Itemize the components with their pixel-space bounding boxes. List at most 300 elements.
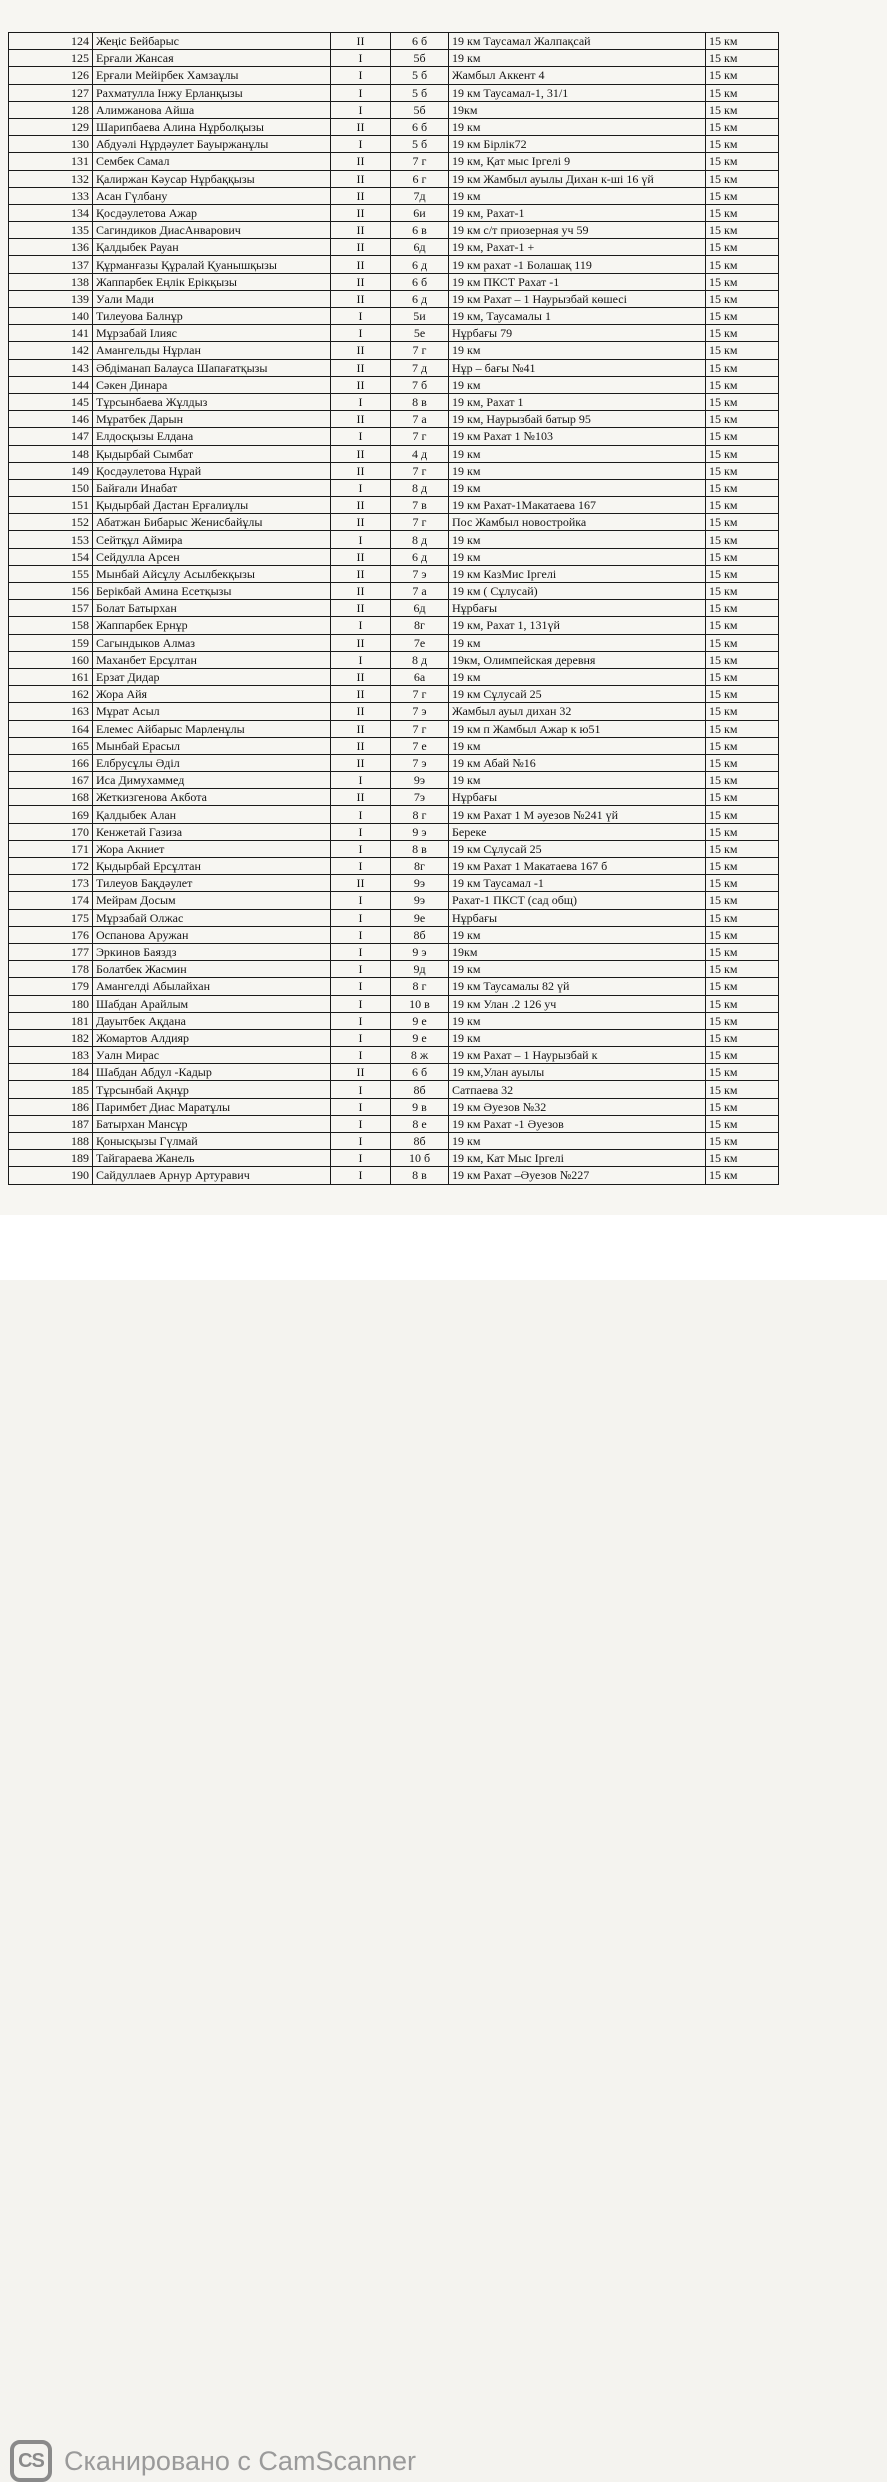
student-name-cell: Мұрат Асыл xyxy=(93,703,331,720)
distance-cell: 15 км xyxy=(706,136,779,153)
student-name-cell: Жора Акниет xyxy=(93,840,331,857)
shift-cell: I xyxy=(331,428,391,445)
class-cell: 6 д xyxy=(391,548,449,565)
row-number-cell: 176 xyxy=(9,926,93,943)
address-cell: 19 км Абай №16 xyxy=(449,754,706,771)
distance-cell: 15 км xyxy=(706,617,779,634)
distance-cell: 15 км xyxy=(706,462,779,479)
class-cell: 9 е xyxy=(391,1012,449,1029)
row-number-cell: 158 xyxy=(9,617,93,634)
table-row xyxy=(9,686,779,703)
table-row xyxy=(9,617,779,634)
address-cell: 19 км Рахат 1 М әуезов №241 үй xyxy=(449,806,706,823)
student-name-cell: Батырхан Мансұр xyxy=(93,1115,331,1132)
row-number-cell: 187 xyxy=(9,1115,93,1132)
student-name-cell: Елемес Айбарыс Марленұлы xyxy=(93,720,331,737)
distance-cell: 15 км xyxy=(706,187,779,204)
shift-cell: I xyxy=(331,1167,391,1184)
shift-cell: II xyxy=(331,170,391,187)
shift-cell: II xyxy=(331,256,391,273)
table-row xyxy=(9,342,779,359)
table-row xyxy=(9,772,779,789)
row-number-cell: 161 xyxy=(9,668,93,685)
table-row xyxy=(9,1150,779,1167)
distance-cell: 15 км xyxy=(706,479,779,496)
row-number-cell: 155 xyxy=(9,565,93,582)
row-number-cell: 133 xyxy=(9,187,93,204)
class-cell: 9э xyxy=(391,875,449,892)
shift-cell: I xyxy=(331,840,391,857)
shift-cell: I xyxy=(331,961,391,978)
row-number-cell: 142 xyxy=(9,342,93,359)
address-cell: 19 км Сұлусай 25 xyxy=(449,840,706,857)
shift-cell: I xyxy=(331,1047,391,1064)
shift-cell: I xyxy=(331,909,391,926)
distance-cell: 15 км xyxy=(706,703,779,720)
distance-cell: 15 км xyxy=(706,514,779,531)
distance-cell: 15 км xyxy=(706,50,779,67)
row-number-cell: 132 xyxy=(9,170,93,187)
student-name-cell: Мұратбек Дарын xyxy=(93,411,331,428)
class-cell: 7д xyxy=(391,187,449,204)
table-row xyxy=(9,153,779,170)
class-cell: 7 г xyxy=(391,153,449,170)
address-cell: 19 км xyxy=(449,342,706,359)
class-cell: 6 д xyxy=(391,256,449,273)
shift-cell: II xyxy=(331,514,391,531)
student-name-cell: Жеңіс Бейбарыс xyxy=(93,33,331,50)
distance-cell: 15 км xyxy=(706,445,779,462)
student-name-cell: Тұрсынбаева Жұлдыз xyxy=(93,393,331,410)
student-name-cell: Оспанова Аружан xyxy=(93,926,331,943)
class-cell: 9д xyxy=(391,961,449,978)
student-name-cell: Байғали Инабат xyxy=(93,479,331,496)
address-cell: 19 км xyxy=(449,634,706,651)
class-cell: 8 д xyxy=(391,651,449,668)
row-number-cell: 126 xyxy=(9,67,93,84)
student-name-cell: Мұрзабай Ілияс xyxy=(93,325,331,342)
table-row xyxy=(9,565,779,582)
class-cell: 7 а xyxy=(391,411,449,428)
table-row xyxy=(9,479,779,496)
shift-cell: I xyxy=(331,1133,391,1150)
shift-cell: I xyxy=(331,943,391,960)
shift-cell: I xyxy=(331,1012,391,1029)
class-cell: 7 э xyxy=(391,565,449,582)
address-cell: 19 км, Таусамалы 1 xyxy=(449,308,706,325)
class-cell: 9 э xyxy=(391,823,449,840)
class-cell: 7 г xyxy=(391,514,449,531)
address-cell: 19 км xyxy=(449,1012,706,1029)
class-cell: 8 г xyxy=(391,806,449,823)
address-cell: 19 км, Рахат-1 + xyxy=(449,239,706,256)
address-cell: 19 км xyxy=(449,531,706,548)
scanned-page xyxy=(0,0,887,1215)
student-name-cell: Амангелді Абылайхан xyxy=(93,978,331,995)
address-cell: 19 км Рахат-1Макатаева 167 xyxy=(449,497,706,514)
table-row xyxy=(9,943,779,960)
table-row xyxy=(9,1029,779,1046)
distance-cell: 15 км xyxy=(706,393,779,410)
student-name-cell: Елбрусұлы Әділ xyxy=(93,754,331,771)
row-number-cell: 181 xyxy=(9,1012,93,1029)
address-cell: 19 км ПКСТ Рахат -1 xyxy=(449,273,706,290)
address-cell: Нұрбағы xyxy=(449,909,706,926)
table-row xyxy=(9,187,779,204)
distance-cell: 15 км xyxy=(706,1012,779,1029)
distance-cell: 15 км xyxy=(706,772,779,789)
address-cell: 19км, Олимпейская деревня xyxy=(449,651,706,668)
table-row xyxy=(9,359,779,376)
distance-cell: 15 км xyxy=(706,204,779,221)
shift-cell: II xyxy=(331,290,391,307)
row-number-cell: 125 xyxy=(9,50,93,67)
row-number-cell: 173 xyxy=(9,875,93,892)
distance-cell: 15 км xyxy=(706,548,779,565)
shift-cell: II xyxy=(331,462,391,479)
shift-cell: I xyxy=(331,1098,391,1115)
student-name-cell: Ерзат Дидар xyxy=(93,668,331,685)
table-row xyxy=(9,720,779,737)
student-name-cell: Елдосқызы Елдана xyxy=(93,428,331,445)
student-name-cell: Қыдырбай Ерсұлтан xyxy=(93,858,331,875)
shift-cell: I xyxy=(331,1081,391,1098)
distance-cell: 15 км xyxy=(706,256,779,273)
row-number-cell: 190 xyxy=(9,1167,93,1184)
class-cell: 5и xyxy=(391,308,449,325)
table-row xyxy=(9,239,779,256)
row-number-cell: 137 xyxy=(9,256,93,273)
table-row xyxy=(9,978,779,995)
address-cell: 19 км xyxy=(449,50,706,67)
class-cell: 5 б xyxy=(391,136,449,153)
row-number-cell: 129 xyxy=(9,118,93,135)
row-number-cell: 131 xyxy=(9,153,93,170)
shift-cell: I xyxy=(331,617,391,634)
student-name-cell: Сейдулла Арсен xyxy=(93,548,331,565)
class-cell: 8 в xyxy=(391,840,449,857)
table-row xyxy=(9,858,779,875)
student-name-cell: Мейрам Досым xyxy=(93,892,331,909)
class-cell: 5б xyxy=(391,50,449,67)
address-cell: 19 км Сұлусай 25 xyxy=(449,686,706,703)
distance-cell: 15 км xyxy=(706,1047,779,1064)
shift-cell: II xyxy=(331,875,391,892)
row-number-cell: 165 xyxy=(9,737,93,754)
shift-cell: II xyxy=(331,359,391,376)
class-cell: 9е xyxy=(391,909,449,926)
shift-cell: II xyxy=(331,720,391,737)
shift-cell: II xyxy=(331,153,391,170)
shift-cell: II xyxy=(331,703,391,720)
address-cell: 19 км ( Сұлусай) xyxy=(449,583,706,600)
shift-cell: II xyxy=(331,497,391,514)
shift-cell: I xyxy=(331,101,391,118)
class-cell: 8 ж xyxy=(391,1047,449,1064)
student-name-cell: Қалиржан Кәусар Нұрбаққызы xyxy=(93,170,331,187)
address-cell: Рахат-1 ПКСТ (сад общ) xyxy=(449,892,706,909)
address-cell: Сатпаева 32 xyxy=(449,1081,706,1098)
table-row xyxy=(9,1012,779,1029)
address-cell: 19 км Улан .2 126 уч xyxy=(449,995,706,1012)
row-number-cell: 163 xyxy=(9,703,93,720)
row-number-cell: 150 xyxy=(9,479,93,496)
class-cell: 6 в xyxy=(391,222,449,239)
shift-cell: I xyxy=(331,892,391,909)
student-name-cell: Қонысқызы Гүлмай xyxy=(93,1133,331,1150)
class-cell: 9э xyxy=(391,772,449,789)
table-row xyxy=(9,1081,779,1098)
table-row xyxy=(9,892,779,909)
row-number-cell: 185 xyxy=(9,1081,93,1098)
shift-cell: I xyxy=(331,978,391,995)
table-row xyxy=(9,995,779,1012)
class-cell: 5б xyxy=(391,101,449,118)
distance-cell: 15 км xyxy=(706,290,779,307)
row-number-cell: 149 xyxy=(9,462,93,479)
table-row xyxy=(9,1115,779,1132)
class-cell: 7 г xyxy=(391,342,449,359)
student-name-cell: Алимжанова Айша xyxy=(93,101,331,118)
shift-cell: II xyxy=(331,686,391,703)
shift-cell: II xyxy=(331,600,391,617)
address-cell: 19 км Таусамал-1, 31/1 xyxy=(449,84,706,101)
row-number-cell: 135 xyxy=(9,222,93,239)
shift-cell: II xyxy=(331,342,391,359)
student-name-cell: Мынбай Ерасыл xyxy=(93,737,331,754)
distance-cell: 15 км xyxy=(706,651,779,668)
distance-cell: 15 км xyxy=(706,222,779,239)
distance-cell: 15 км xyxy=(706,1150,779,1167)
shift-cell: I xyxy=(331,67,391,84)
distance-cell: 15 км xyxy=(706,737,779,754)
row-number-cell: 130 xyxy=(9,136,93,153)
student-name-cell: Мынбай Айсұлу Асылбекқызы xyxy=(93,565,331,582)
shift-cell: I xyxy=(331,772,391,789)
student-name-cell: Иса Димухаммед xyxy=(93,772,331,789)
table-row xyxy=(9,118,779,135)
shift-cell: II xyxy=(331,204,391,221)
table-row xyxy=(9,600,779,617)
address-cell: 19 км, Қат мыс Іргелі 9 xyxy=(449,153,706,170)
distance-cell: 15 км xyxy=(706,840,779,857)
class-cell: 8г xyxy=(391,858,449,875)
table-row xyxy=(9,789,779,806)
address-cell: 19 км xyxy=(449,376,706,393)
table-row xyxy=(9,806,779,823)
address-cell: 19 км Бірлік72 xyxy=(449,136,706,153)
shift-cell: II xyxy=(331,411,391,428)
class-cell: 8б xyxy=(391,1133,449,1150)
table-row xyxy=(9,1064,779,1081)
table-row xyxy=(9,651,779,668)
row-number-cell: 174 xyxy=(9,892,93,909)
student-name-cell: Қосдәулетова Ажар xyxy=(93,204,331,221)
distance-cell: 15 км xyxy=(706,875,779,892)
distance-cell: 15 км xyxy=(706,754,779,771)
distance-cell: 15 км xyxy=(706,686,779,703)
shift-cell: II xyxy=(331,737,391,754)
row-number-cell: 188 xyxy=(9,1133,93,1150)
distance-cell: 15 км xyxy=(706,565,779,582)
address-cell: 19 км xyxy=(449,772,706,789)
student-name-cell: Әбдіманап Балауса Шапағатқызы xyxy=(93,359,331,376)
row-number-cell: 178 xyxy=(9,961,93,978)
shift-cell: I xyxy=(331,1029,391,1046)
address-cell: 19 км xyxy=(449,668,706,685)
student-name-cell: Жаппарбек Еңлік Ерікқызы xyxy=(93,273,331,290)
row-number-cell: 154 xyxy=(9,548,93,565)
student-name-cell: Қыдырбай Дастан Ерғалиұлы xyxy=(93,497,331,514)
address-cell: 19 км,Улан ауылы xyxy=(449,1064,706,1081)
address-cell: 19 км, Кат Мыс Іргелі xyxy=(449,1150,706,1167)
distance-cell: 15 км xyxy=(706,428,779,445)
shift-cell: II xyxy=(331,583,391,600)
row-number-cell: 184 xyxy=(9,1064,93,1081)
address-cell: 19 км Таусамалы 82 үй xyxy=(449,978,706,995)
row-number-cell: 186 xyxy=(9,1098,93,1115)
class-cell: 8б xyxy=(391,1081,449,1098)
table-row xyxy=(9,204,779,221)
class-cell: 6 б xyxy=(391,33,449,50)
table-row xyxy=(9,101,779,118)
class-cell: 8 д xyxy=(391,479,449,496)
address-cell: 19 км xyxy=(449,1133,706,1150)
table-row xyxy=(9,497,779,514)
row-number-cell: 146 xyxy=(9,411,93,428)
student-name-cell: Қыдырбай Сымбат xyxy=(93,445,331,462)
class-cell: 7е xyxy=(391,634,449,651)
shift-cell: I xyxy=(331,325,391,342)
student-name-cell: Сагындыков Алмаз xyxy=(93,634,331,651)
distance-cell: 15 км xyxy=(706,961,779,978)
table-row xyxy=(9,462,779,479)
table-row xyxy=(9,393,779,410)
shift-cell: II xyxy=(331,376,391,393)
class-cell: 10 в xyxy=(391,995,449,1012)
row-number-cell: 127 xyxy=(9,84,93,101)
distance-cell: 15 км xyxy=(706,978,779,995)
class-cell: 9э xyxy=(391,892,449,909)
distance-cell: 15 км xyxy=(706,1064,779,1081)
student-name-cell: Жеткизгенова Акбота xyxy=(93,789,331,806)
table-row xyxy=(9,909,779,926)
address-cell: 19 км xyxy=(449,187,706,204)
class-cell: 7 э xyxy=(391,703,449,720)
row-number-cell: 140 xyxy=(9,308,93,325)
row-number-cell: 138 xyxy=(9,273,93,290)
distance-cell: 15 км xyxy=(706,67,779,84)
class-cell: 7 а xyxy=(391,583,449,600)
distance-cell: 15 км xyxy=(706,101,779,118)
address-cell: 19 км Рахат –Әуезов №227 xyxy=(449,1167,706,1184)
address-cell: Нұрбағы 79 xyxy=(449,325,706,342)
class-cell: 7 г xyxy=(391,720,449,737)
distance-cell: 15 км xyxy=(706,1098,779,1115)
row-number-cell: 145 xyxy=(9,393,93,410)
address-cell: 19 км КазМис Іргелі xyxy=(449,565,706,582)
class-cell: 7 г xyxy=(391,686,449,703)
address-cell: 19 км Рахат – 1 Наурызбай к xyxy=(449,1047,706,1064)
distance-cell: 15 км xyxy=(706,342,779,359)
distance-cell: 15 км xyxy=(706,634,779,651)
class-cell: 6а xyxy=(391,668,449,685)
row-number-cell: 179 xyxy=(9,978,93,995)
address-cell: 19 км Таусамал Жалпақсай xyxy=(449,33,706,50)
table-row xyxy=(9,514,779,531)
row-number-cell: 144 xyxy=(9,376,93,393)
distance-cell: 15 км xyxy=(706,411,779,428)
distance-cell: 15 км xyxy=(706,668,779,685)
row-number-cell: 151 xyxy=(9,497,93,514)
shift-cell: II xyxy=(331,565,391,582)
class-cell: 9 е xyxy=(391,1029,449,1046)
distance-cell: 15 км xyxy=(706,583,779,600)
table-row xyxy=(9,273,779,290)
shift-cell: II xyxy=(331,33,391,50)
table-row xyxy=(9,50,779,67)
student-name-cell: Жаппарбек Ернұр xyxy=(93,617,331,634)
distance-cell: 15 км xyxy=(706,497,779,514)
class-cell: 7 э xyxy=(391,754,449,771)
row-number-cell: 167 xyxy=(9,772,93,789)
distance-cell: 15 км xyxy=(706,909,779,926)
shift-cell: II xyxy=(331,1064,391,1081)
distance-cell: 15 км xyxy=(706,1029,779,1046)
scanner-watermark xyxy=(0,1215,887,2476)
camscanner-logo-icon: CS xyxy=(10,2440,52,2482)
table-row xyxy=(9,1098,779,1115)
row-number-cell: 156 xyxy=(9,583,93,600)
address-cell: Нұрбағы xyxy=(449,600,706,617)
address-cell: 19 км xyxy=(449,1029,706,1046)
class-cell: 10 б xyxy=(391,1150,449,1167)
table-row xyxy=(9,411,779,428)
table-row xyxy=(9,136,779,153)
class-cell: 5е xyxy=(391,325,449,342)
table-row xyxy=(9,376,779,393)
address-cell: Нұр – бағы №41 xyxy=(449,359,706,376)
table-row xyxy=(9,170,779,187)
class-cell: 8г xyxy=(391,617,449,634)
table-row xyxy=(9,961,779,978)
distance-cell: 15 км xyxy=(706,823,779,840)
class-cell: 7 д xyxy=(391,359,449,376)
address-cell: 19 км п Жамбыл Ажар к ю51 xyxy=(449,720,706,737)
student-name-cell: Берікбай Амина Есетқызы xyxy=(93,583,331,600)
student-name-cell: Кенжетай Газиза xyxy=(93,823,331,840)
student-name-cell: Уалн Мирас xyxy=(93,1047,331,1064)
table-row xyxy=(9,737,779,754)
distance-cell: 15 км xyxy=(706,153,779,170)
shift-cell: II xyxy=(331,239,391,256)
address-cell: Жамбыл ауыл дихан 32 xyxy=(449,703,706,720)
class-cell: 6д xyxy=(391,239,449,256)
table-row xyxy=(9,634,779,651)
address-cell: 19 км Рахат -1 Әуезов xyxy=(449,1115,706,1132)
table-row xyxy=(9,67,779,84)
row-number-cell: 169 xyxy=(9,806,93,823)
student-list-table xyxy=(8,32,779,1185)
shift-cell: II xyxy=(331,445,391,462)
distance-cell: 15 км xyxy=(706,376,779,393)
student-name-cell: Сайдуллаев Арнур Артуравич xyxy=(93,1167,331,1184)
row-number-cell: 189 xyxy=(9,1150,93,1167)
student-name-cell: Болатбек Жасмин xyxy=(93,961,331,978)
student-name-cell: Сагиндиков ДиасАнварович xyxy=(93,222,331,239)
distance-cell: 15 км xyxy=(706,789,779,806)
student-name-cell: Абдуәлі Нұрдәулет Бауыржанұлы xyxy=(93,136,331,153)
